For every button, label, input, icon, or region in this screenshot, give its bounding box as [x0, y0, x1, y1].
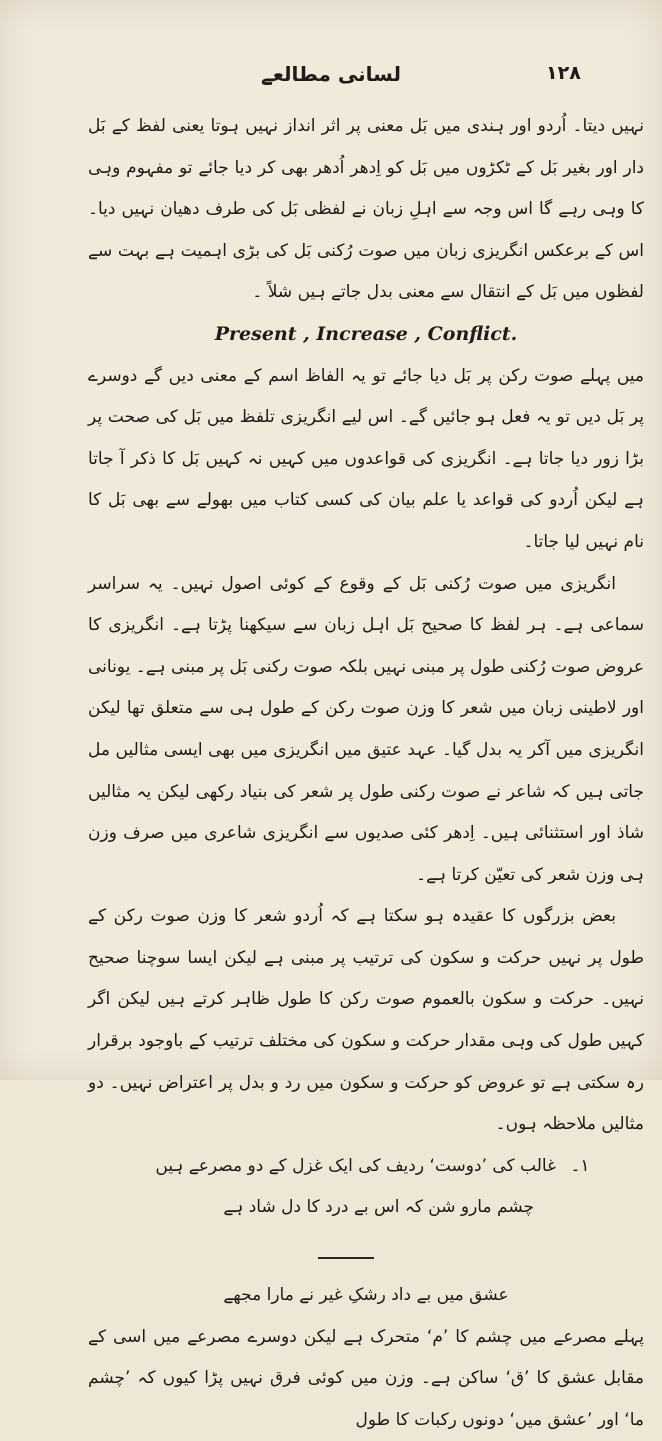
closing-paragraph: پہلے مصرعے میں چشم کا ’م‘ متحرک ہے لیکن دوسرے مصرعے میں اسی کے مقابل عشق کا ’ق‘ ساکن ہے۔ وزن میں کوئی فرق نہیں پڑا کیوں کہ ’چشم ما‘ اور ’عشق میں‘ دونوں رکبات کا طول — [88, 1326, 644, 1430]
english-examples: Present , Increase , Conflict. — [214, 322, 518, 345]
running-title: لسانی مطالعے — [261, 62, 401, 86]
example-one — [88, 1146, 644, 1188]
paragraph-english-prosody: انگریزی میں صوت رُکنی بَل کے وقوع کے کوئی اصول نہیں۔ یہ سراسر سماعی ہے۔ ہر لفظ کا صحیح بَل اہل زبان سے سیکھنا پڑتا ہے۔ انگریزی کا عروض صوت رُکنی طول پر مبنی نہیں بلکہ صوت رکنی بَل پر مبنی ہے۔ یونانی اور لاطینی زبان میں شعر کا وزن صوت رکن کے طول ہی سے متعلق تھا لیکن انگریزی میں آکر یہ بدل گیا۔ عہد عتیق میں انگریزی میں بھی ایسی مثالیں مل جاتی ہیں کہ شاعر نے صوت رکنی طول پر شعر کی بنیاد رکھی لیکن یہ مثالیں شاذ اور استثنائی ہیں۔ اِدھر کئی صدیوں سے انگریزی شاعری میں صرف وزن ہی وزن شعر کی تعیّن کرتا ہے۔ — [88, 573, 644, 885]
example-intro: غالب کی ’دوست‘ ردیف کی ایک غزل کے دو مصرعے ہیں — [155, 1155, 556, 1176]
paragraph-stress-urdu: نہیں دیتا۔ اُردو اور ہندی میں بَل معنی پر اثر انداز نہیں ہوتا یعنی لفظ کے بَل دار اور بغیر بَل کے ٹکڑوں میں بَل کو اِدھر اُدھر بھی کر دیا جائے تو مفہوم وہی کا وہی رہے گا اس وجہ سے اہلِ زبان نے لفظی بَل کی طرف دھیان نہیں دیا۔ اس کے برعکس انگریزی زبان میں صوت رُکنی بَل کی بڑی اہمیت ہے بہت سے لفظوں میں بَل کے انتقال سے معنی بدل جاتے ہیں شلاً ۔ — [88, 116, 644, 303]
page-body — [88, 106, 644, 1441]
page-header — [0, 62, 662, 90]
verse-line-two: عشق میں بے داد رشکِ غیر نے مارا مجھے — [223, 1285, 509, 1306]
example-number: ۱۔ — [570, 1155, 590, 1176]
verse-line-one: چشم مارو شن کہ اس بے درد کا دل شاد ہے — [223, 1197, 534, 1218]
paragraph-stress-english: میں پہلے صوت رکن پر بَل دیا جائے تو یہ الفاظ اسم کے معنی دیں گے دوسرے پر بَل دیں تو یہ فعل ہو جائیں گے۔ اس لیے انگریزی تلفظ میں بَل کی صحت پر بڑا زور دیا جاتا ہے۔ انگریزی کی قواعدوں میں کہیں نہ کہیں بَل کا ذکر آ جاتا ہے لیکن اُردو کی قواعد یا علم بیان کی کسی کتاب میں بھولے سے بھی بَل کا نام نہیں لیا جاتا۔ — [88, 365, 644, 552]
divider-line — [318, 1257, 374, 1259]
paragraph-urdu-metre: بعض بزرگوں کا عقیدہ ہو سکتا ہے کہ اُردو شعر کا وزن صوت رکن کے طول پر نہیں حرکت و سکون کی ترتیب پر مبنی ہے لیکن ایسا سوچنا صحیح نہیں۔ حرکت و سکون بالعموم صوت رکن کا طول ظاہر کرتے ہیں لیکن اگر کہیں طول کی وہی مقدار حرکت و سکون کی مختلف ترتیب کے باوجود برقرار رہ سکتی ہے تو عروض کو حرکت و سکون میں رد و بدل پر اعتراض نہیں۔ دو مثالیں ملاحظہ ہوں۔ — [88, 906, 644, 1135]
page-number: ۱۲۸ — [546, 62, 581, 84]
